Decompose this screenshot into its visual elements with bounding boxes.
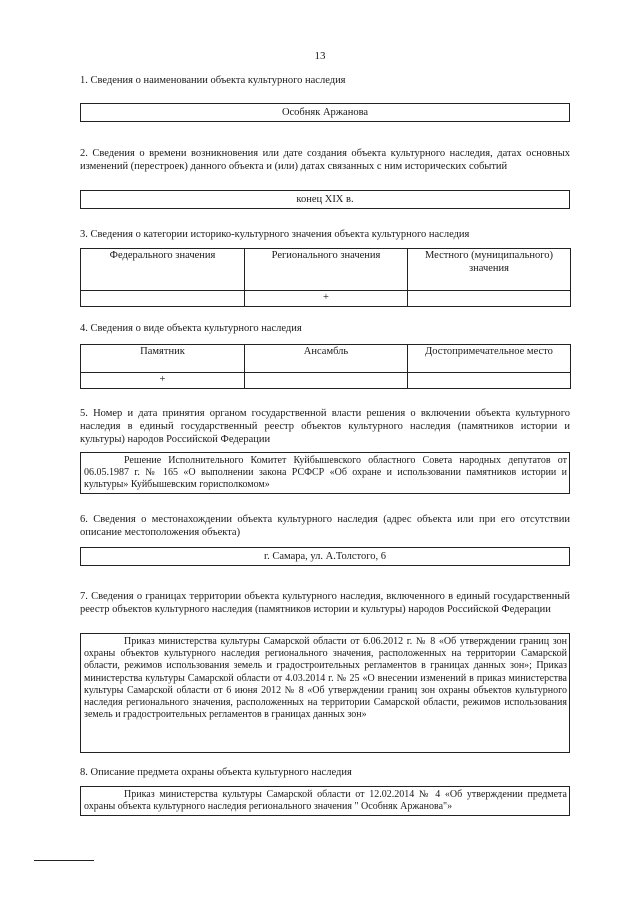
type-table [80,344,571,389]
type-landmark-header: Достопримечательное место [408,345,571,373]
category-table [80,248,571,307]
type-monument-header: Памятник [81,345,245,373]
section6-heading: 6. Сведения о местонахождении объекта культурного наследия (адрес объекта или при его отсутствии описание местоположения объекта) [80,514,570,538]
category-federal-header: Федерального значения [81,249,245,291]
category-regional-header: Регионального значения [245,249,408,291]
section5-heading: 5. Номер и дата принятия органом государственной власти решения о включении объекта культурного наследия в единый государственный реестр объектов культурного наследия (памятников истории и культуры) народов Российской Федерации [80,408,570,445]
territory-boundaries: Приказ министерства культуры Самарской области от 6.06.2012 г. № 8 «Об утверждении границ зон охраны объектов культурного наследия регионального значения, расположенных на территории Самарской области, режимов использования земель и градостроительных регламентов в границах данных зон»; Приказ министерства культуры Самарской области от 4.03.2014 г. № 25 «О внесении изменений в приказ министерства культуры Самарской области от 6 июня 2012 № 8 «Об утверждении границ зон охраны объектов культурного наследия регионального значения, расположенных на территории Самарской области, режимов использования земель и градостроительных регламентов в границах данных зон» [84,636,567,721]
category-local-mark [408,291,571,307]
section7-heading: 7. Сведения о границах территории объекта культурного наследия, включенного в единый государственный реестр объектов культурного наследия (памятников истории и культуры) народов Российской Федерации [80,591,570,615]
section1-heading: 1. Сведения о наименовании объекта культурного наследия [80,75,346,86]
section4-heading: 4. Сведения о виде объекта культурного наследия [80,323,302,334]
registry-decision: Решение Исполнительного Комитет Куйбышевского областного Совета народных депутатов от 06.05.1987 г. № 165 «О выполнении закона РСФСР «Об охране и использовании памятников истории и культуры» Куйбышевским горисполкомом» [84,455,567,491]
category-federal-mark [81,291,245,307]
section8-heading: 8. Описание предмета охраны объекта культурного наследия [80,767,352,778]
type-ensemble-mark [245,373,408,389]
section3-heading: 3. Сведения о категории историко-культурного значения объекта культурного наследия [80,229,470,240]
section5-value-box [80,452,570,494]
category-local-header: Местного (муниципального) значения [408,249,571,291]
creation-date: конец XIX в. [296,194,354,205]
type-landmark-mark [408,373,571,389]
section6-value-box [80,547,570,566]
section2-value-box [80,190,570,209]
type-ensemble-header: Ансамбль [245,345,408,373]
footnote-divider [34,860,94,861]
object-name: Особняк Аржанова [281,107,369,118]
category-regional-mark: + [245,291,408,307]
type-monument-mark: + [81,373,245,389]
section8-value-box [80,786,570,816]
section2-heading: 2. Сведения о времени возникновения или дате создания объекта культурного наследия, датах основных изменений (перестроек) данного объекта и (или) датах связанных с ним исторических событий [80,148,570,172]
section7-value-box [80,633,570,753]
section1-value-box [80,103,570,122]
protection-subject: Приказ министерства культуры Самарской области от 12.02.2014 № 4 «Об утверждении предмета охраны объекта культурного наследия регионального значения " Особняк Аржанова"» [84,789,567,813]
address: г. Самара, ул. А.Толстого, 6 [263,551,387,562]
page-number: 13 [314,50,326,62]
